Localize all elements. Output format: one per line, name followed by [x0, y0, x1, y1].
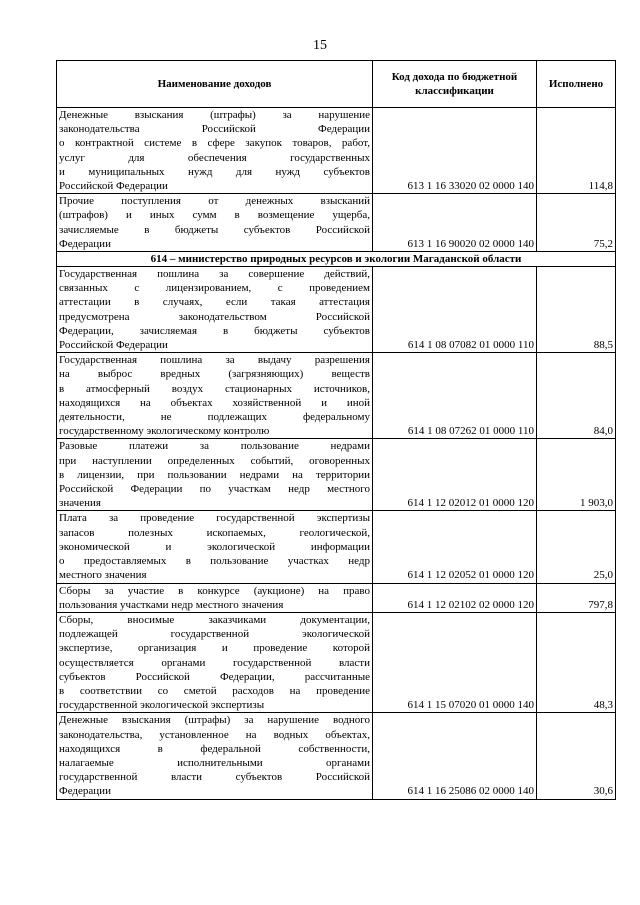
revenue-amount: 114,8: [537, 108, 616, 194]
revenue-name-line: находящихся на объектах хозяйственной и иной: [59, 396, 370, 409]
revenue-name: [57, 439, 373, 511]
revenue-name-line: Федерации, зачисляемая в бюджеты субъектов: [59, 324, 370, 337]
revenue-name-line: государственной власти субъектов Российской: [59, 771, 370, 784]
revenue-name-line: Сборы за участие в конкурсе (аукционе) на право: [59, 584, 370, 597]
revenue-name-line: государственному экологическому контролю: [59, 425, 270, 438]
revenue-name-line: субъектов Российской Федерации, рассчитанные: [59, 670, 370, 683]
section-row: [57, 252, 616, 267]
revenue-name-line: связанных с лицензированием, с проведением: [59, 282, 370, 295]
revenue-name: [57, 583, 373, 612]
revenue-name-line: Денежные взыскания (штрафы) за нарушение: [59, 109, 370, 121]
revenue-name-line: Денежные взыскания (штрафы) за нарушение водного: [59, 714, 370, 727]
revenue-amount: 48,3: [537, 612, 616, 712]
header-code: Код дохода по бюджетной классификации: [373, 61, 537, 108]
revenue-amount: 88,5: [537, 267, 616, 353]
revenue-amount: 1 903,0: [537, 439, 616, 511]
table-row: [57, 713, 616, 799]
section-title: 614 – министерство природных ресурсов и экологии Магаданской области: [57, 252, 616, 267]
revenue-code: 614 1 12 02102 02 0000 120: [373, 583, 537, 612]
revenue-code: 614 1 16 25086 02 0000 140: [373, 713, 537, 799]
revenue-name-line: услуг для обеспечения государственных: [59, 151, 370, 164]
revenue-name-line: находящихся в федеральной собственности,: [59, 742, 370, 755]
revenue-table: [56, 60, 616, 800]
table-row: [57, 267, 616, 353]
revenue-name-line: запасов полезных ископаемых, геологической,: [59, 526, 370, 539]
revenue-name-line: Разовые платежи за пользование недрами: [59, 440, 370, 453]
revenue-name-line: в соответствии со сметой расходов на проведение: [59, 684, 370, 697]
revenue-amount: 30,6: [537, 713, 616, 799]
revenue-name-line: и муниципальных нужд для нужд субъектов: [59, 165, 370, 178]
revenue-name-line: Сборы, вносимые заказчиками документации,: [59, 613, 370, 626]
header-name: Наименование доходов: [57, 61, 373, 108]
revenue-name: [57, 612, 373, 712]
revenue-name-line: законодательства, установленное на водных объектах,: [59, 728, 370, 741]
table-row: [57, 353, 616, 439]
revenue-name-line: Государственная пошлина за совершение действий,: [59, 268, 370, 281]
revenue-name-line: (штрафов) и иных сумм в возмещение ущерба,: [59, 209, 370, 222]
revenue-amount: 797,8: [537, 583, 616, 612]
revenue-name: [57, 511, 373, 583]
revenue-name-line: в лицензии, при пользовании недрами на территории: [59, 468, 370, 481]
revenue-name: [57, 194, 373, 252]
table-row: [57, 439, 616, 511]
table-row: [57, 511, 616, 583]
revenue-name-line: Плата за проведение государственной экспертизы: [59, 512, 370, 525]
revenue-name-line: пользования участками недр местного значения: [59, 598, 284, 611]
revenue-name: [57, 713, 373, 799]
table-header-row: [57, 61, 616, 108]
revenue-name-line: законодательства Российской Федерации: [59, 123, 370, 136]
revenue-name: [57, 108, 373, 194]
revenue-name-line: о предоставляемых в пользование участках недр: [59, 555, 370, 568]
revenue-name-line: Прочие поступления от денежных взысканий: [59, 195, 370, 208]
revenue-name-line: экспертизе, организация и проведение которой: [59, 642, 370, 655]
revenue-name-line: государственной экологической экспертизы: [59, 699, 265, 712]
revenue-code: 614 1 12 02012 01 0000 120: [373, 439, 537, 511]
revenue-name-line: Государственная пошлина за выдачу разрешения: [59, 354, 370, 367]
revenue-code: 613 1 16 33020 02 0000 140: [373, 108, 537, 194]
table-row: [57, 612, 616, 712]
revenue-name-line: в атмосферный воздух стационарных источников,: [59, 382, 370, 395]
revenue-amount: 75,2: [537, 194, 616, 252]
revenue-name-line: на выброс вредных (загрязняющих) веществ: [59, 368, 370, 381]
table-row: [57, 194, 616, 252]
revenue-code: 614 1 08 07082 01 0000 110: [373, 267, 537, 353]
revenue-code: 613 1 16 90020 02 0000 140: [373, 194, 537, 252]
revenue-name-line: местного значения: [59, 569, 147, 582]
revenue-name-line: подлежащей государственной экологической: [59, 628, 370, 641]
revenue-name-line: аттестации в случаях, если такая аттестация: [59, 296, 370, 309]
revenue-name-line: при наступлении определенных событий, оговоренных: [59, 454, 370, 467]
revenue-code: 614 1 12 02052 01 0000 120: [373, 511, 537, 583]
header-amount: Исполнено: [537, 61, 616, 108]
revenue-name-line: Российской Федерации: [59, 339, 168, 352]
revenue-name-line: налагаемые исполнительными органами: [59, 756, 370, 769]
revenue-name-line: предусмотрена законодательством Российской: [59, 310, 370, 323]
revenue-name-line: Федерации: [59, 785, 111, 798]
revenue-name-line: о контрактной системе в сфере закупок товаров, работ,: [59, 137, 370, 150]
revenue-name: [57, 353, 373, 439]
table-body: [57, 108, 616, 800]
table-row: [57, 108, 616, 194]
revenue-name-line: деятельности, не подлежащих федеральному: [59, 411, 370, 424]
revenue-name-line: зачисляемые в бюджеты субъектов Российской: [59, 223, 370, 236]
revenue-name-line: Федерации: [59, 237, 111, 250]
page-number: 15: [313, 38, 327, 53]
revenue-code: 614 1 08 07262 01 0000 110: [373, 353, 537, 439]
revenue-amount: 84,0: [537, 353, 616, 439]
revenue-name-line: осуществляется органами государственной власти: [59, 656, 370, 669]
revenue-amount: 25,0: [537, 511, 616, 583]
revenue-name-line: значения: [59, 497, 101, 510]
table-row: [57, 583, 616, 612]
revenue-code: 614 1 15 07020 01 0000 140: [373, 612, 537, 712]
revenue-name: [57, 267, 373, 353]
revenue-name-line: экономической и экологической информации: [59, 540, 370, 553]
revenue-name-line: Российской Федерации по участкам недр местного: [59, 483, 370, 496]
revenue-name-line: Российской Федерации: [59, 180, 168, 193]
